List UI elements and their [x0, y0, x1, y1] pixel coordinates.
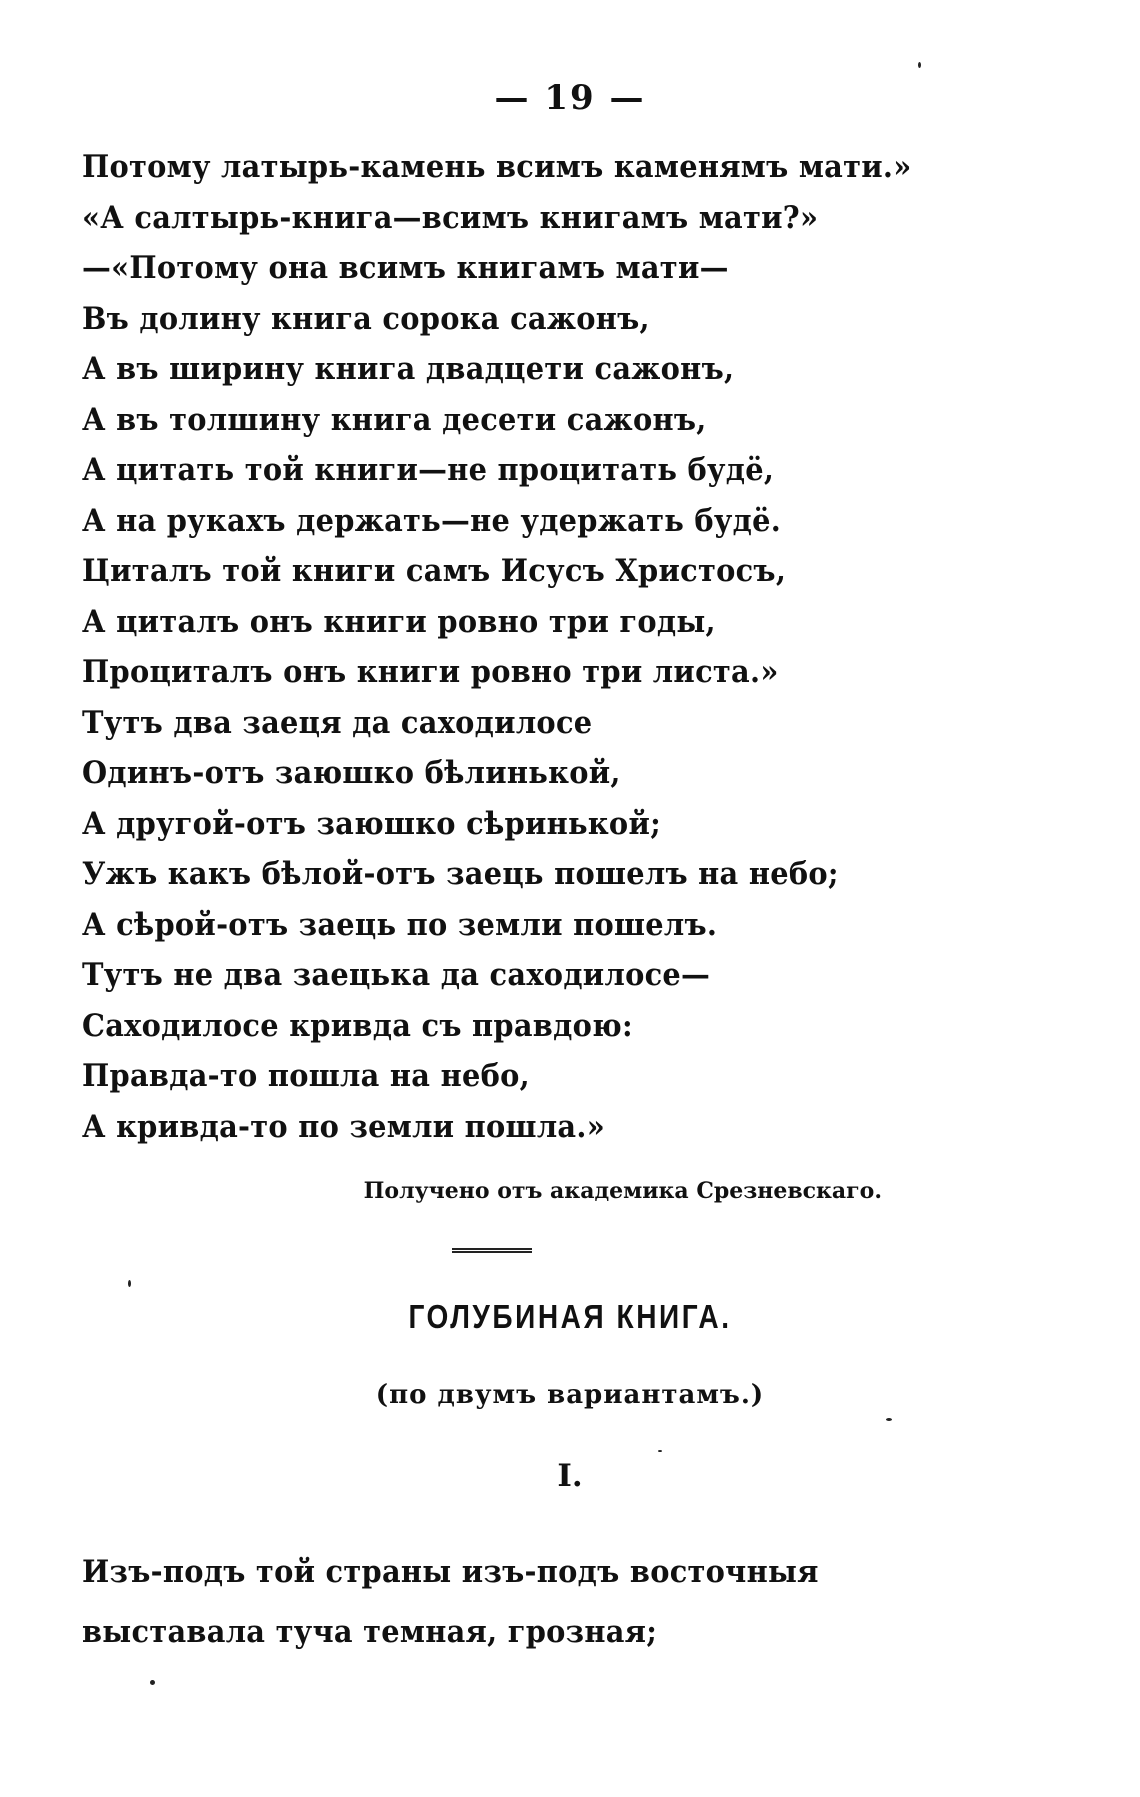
- verse-line: А въ ширину книга двадцети сажонъ,: [82, 351, 735, 387]
- verse-block: [82, 142, 1082, 1152]
- section-subtitle: (по двумъ вариантамъ.): [375, 1380, 765, 1410]
- verse-line: Одинъ-отъ заюшко бѣлинькой,: [82, 755, 621, 791]
- scan-speck: [128, 1280, 131, 1287]
- verse-line: Изъ-подъ той страны изъ-подъ восточныя: [82, 1554, 819, 1590]
- verse-line: Циталъ той книги самъ Исусъ Христосъ,: [82, 553, 787, 589]
- verse-line: А другой-отъ заюшко сѣринькой;: [82, 805, 662, 842]
- verse-line: А цитать той книги—не процитать будё,: [82, 452, 775, 488]
- section-numeral: I.: [557, 1458, 583, 1494]
- verse-line: А циталъ онъ книги ровно три годы,: [82, 603, 716, 640]
- verse-line: Тутъ не два заецька да саходилосе—: [82, 957, 711, 993]
- verse-line: А въ толшину книга десети сажонъ,: [82, 401, 707, 438]
- attribution: Получено отъ академика Срезневскаго.: [363, 1178, 882, 1204]
- scan-speck: [918, 62, 921, 68]
- verse-line: А кривда-то по земли пошла.»: [82, 1108, 605, 1145]
- scan-speck: [658, 1450, 662, 1452]
- verse-line: —«Потому она всимъ книгамъ мати—: [82, 250, 729, 286]
- verse-line: Въ долину книга сорока сажонъ,: [82, 300, 650, 337]
- verse-line: «А салтырь-книга—всимъ книгамъ мати?»: [82, 199, 819, 236]
- verse-line: Ужъ какъ бѣлой-отъ заець пошелъ на небо;: [82, 856, 839, 892]
- verse-line: выставала туча темная, грозная;: [82, 1614, 658, 1650]
- verse-line: Саходилосе кривда съ правдою:: [82, 1007, 633, 1044]
- section-verse-block: [82, 1542, 1082, 1662]
- scan-speck: [150, 1680, 155, 1685]
- verse-line: А на рукахъ держать—не удержать будё.: [82, 502, 782, 539]
- page-number: — 19 —: [494, 78, 646, 118]
- verse-line: Правда-то пошла на небо,: [82, 1058, 530, 1094]
- verse-line: Проциталъ онъ книги ровно три листа.»: [82, 654, 779, 690]
- section-divider: [452, 1248, 532, 1253]
- verse-line: Тутъ два заеця да саходилосе: [82, 704, 593, 741]
- verse-line: Потому латырь-камень всимъ каменямъ мати.»: [82, 149, 912, 185]
- section-title: ГОЛУБИНАЯ КНИГА.: [408, 1298, 732, 1335]
- verse-line: А сѣрой-отъ заець по земли пошелъ.: [82, 906, 718, 943]
- scan-speck: [886, 1418, 892, 1421]
